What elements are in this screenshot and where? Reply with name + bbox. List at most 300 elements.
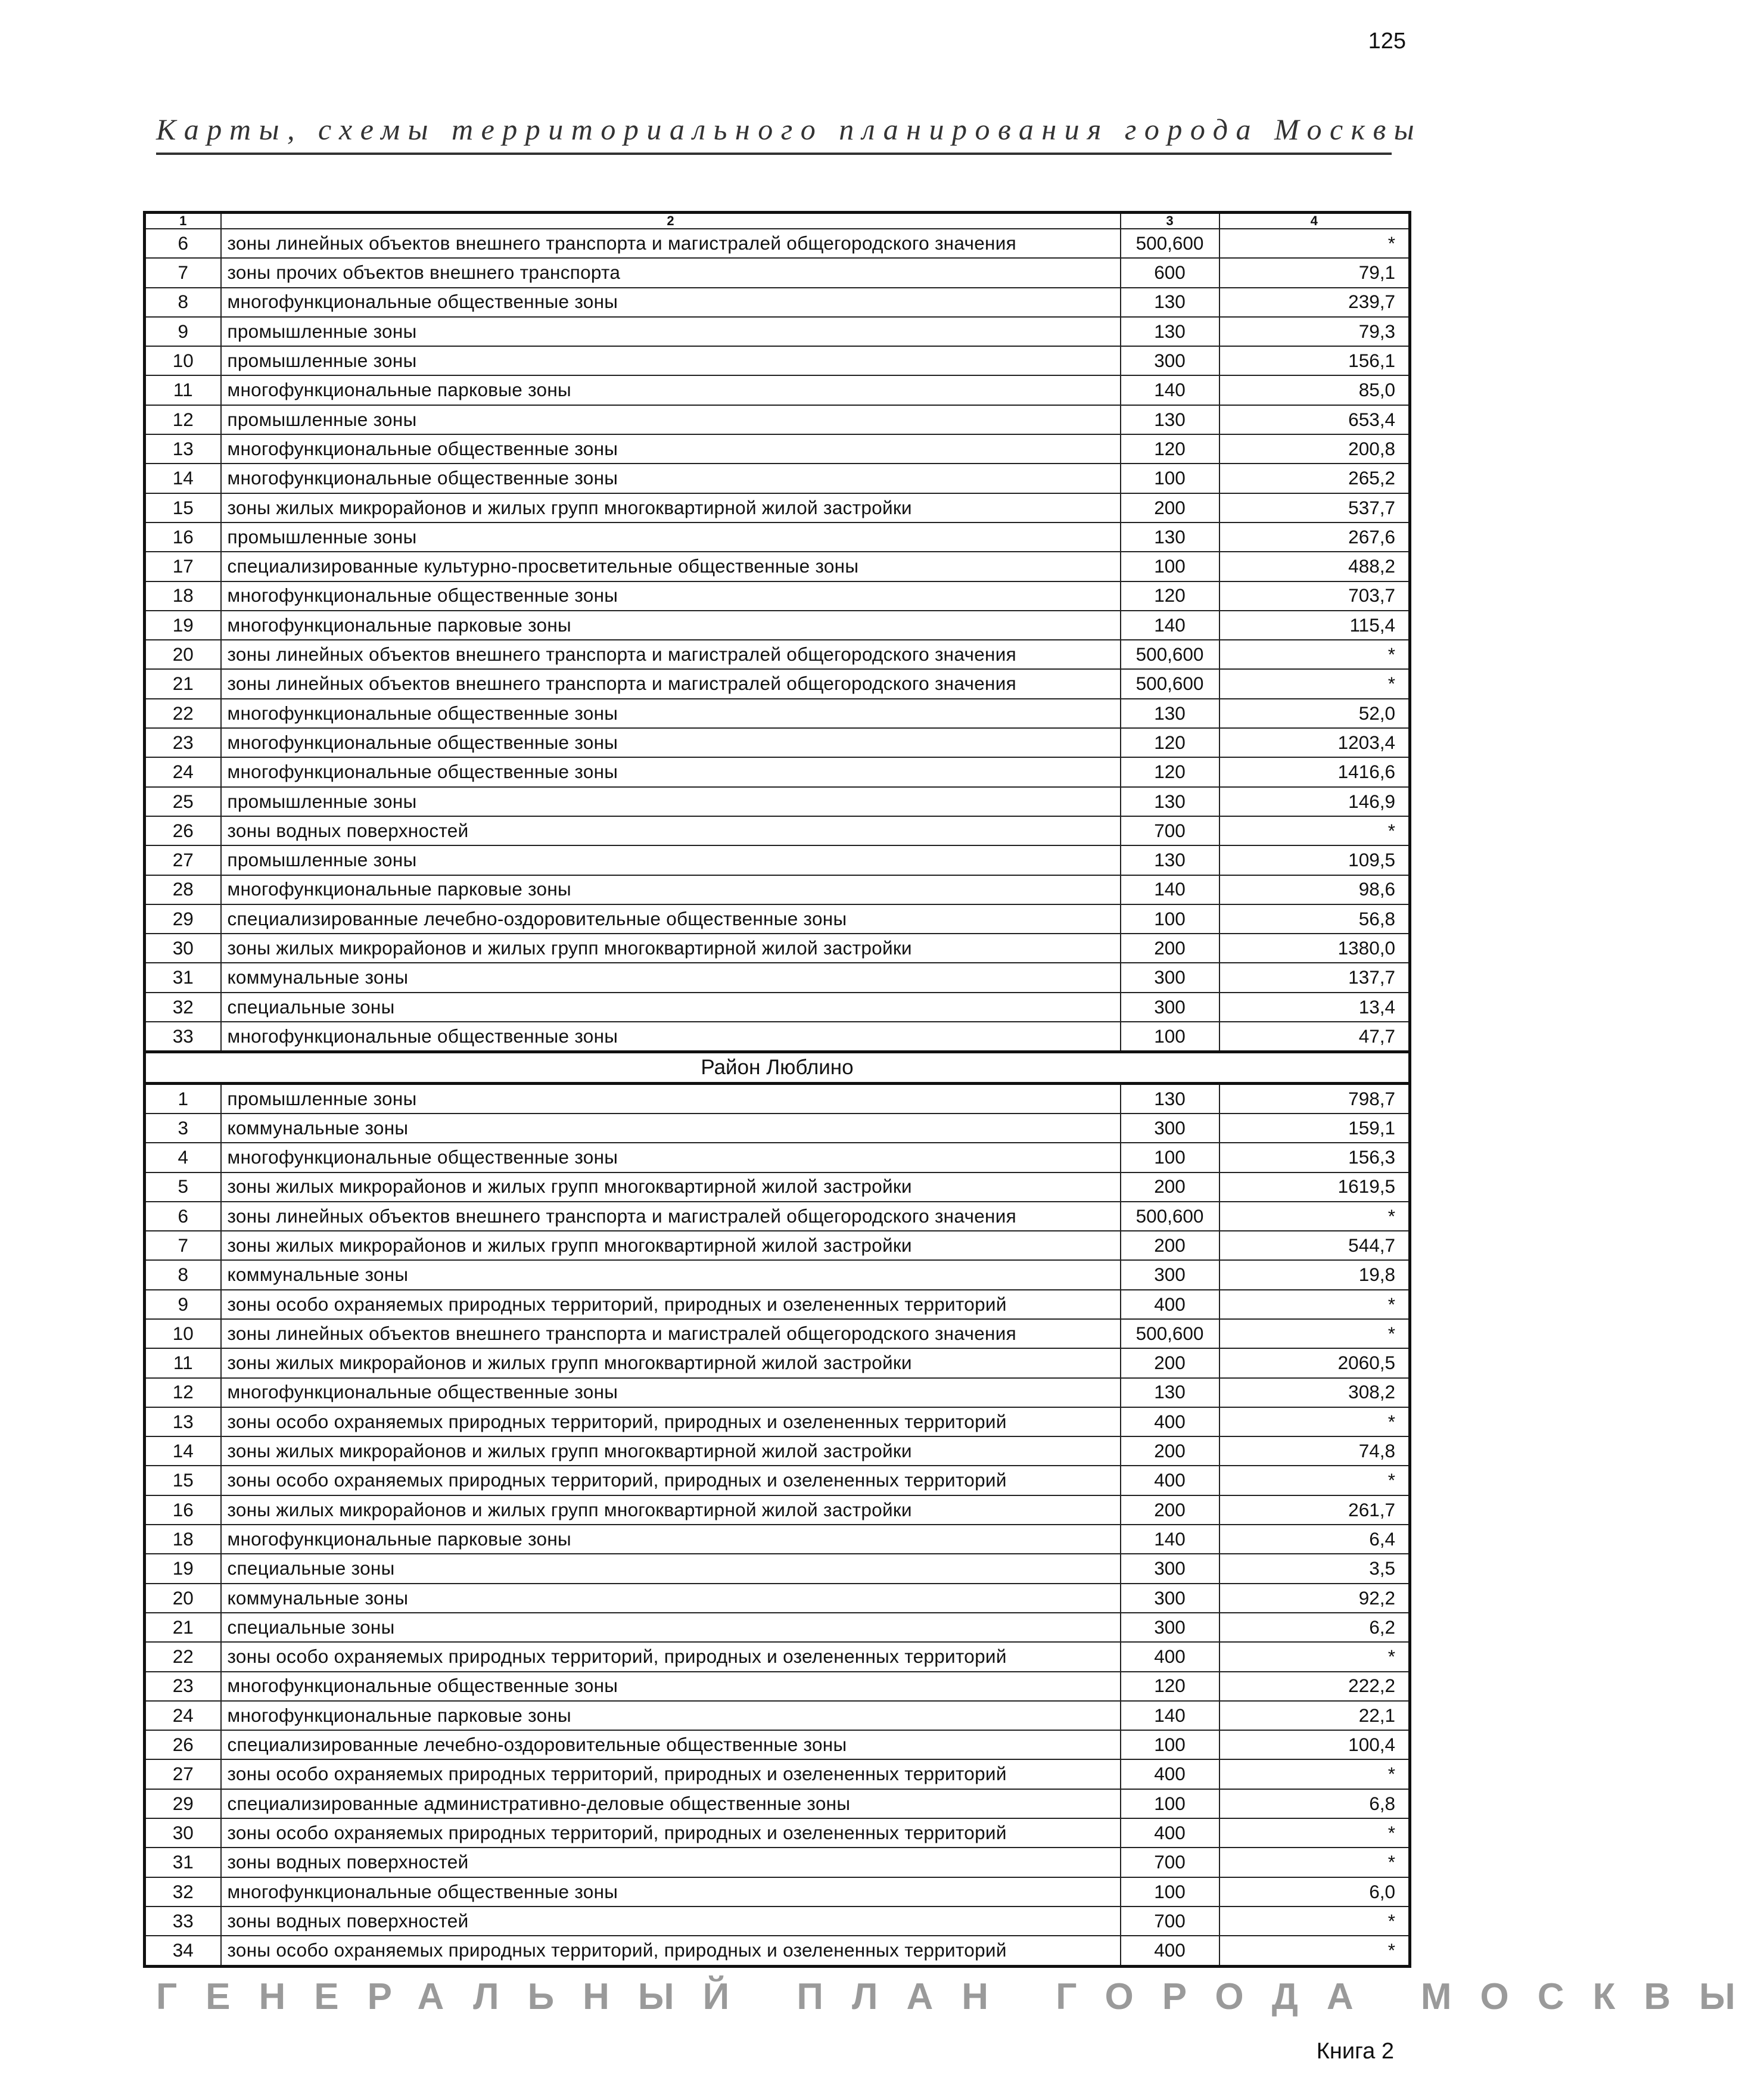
table-row [145, 1319, 1410, 1348]
zone-area-cell: * [1219, 669, 1410, 698]
table-row [145, 288, 1410, 317]
zone-code-cell: 200 [1121, 934, 1219, 963]
zone-area-cell: 703,7 [1219, 581, 1410, 611]
table-row [145, 1022, 1410, 1052]
zone-type-cell: промышленные зоны [221, 787, 1121, 816]
table-row [145, 581, 1410, 611]
zone-area-cell: 222,2 [1219, 1672, 1410, 1701]
zone-code-cell: 100 [1121, 1877, 1219, 1906]
table-row [145, 816, 1410, 845]
zone-code-cell: 140 [1121, 1701, 1219, 1730]
zone-type-cell: многофункциональные парковые зоны [221, 1525, 1121, 1554]
zone-area-cell: * [1219, 1642, 1410, 1671]
zone-area-cell: 19,8 [1219, 1260, 1410, 1289]
zone-number-cell: 19 [145, 1554, 221, 1583]
table-row [145, 1114, 1410, 1143]
zone-area-cell: 1380,0 [1219, 934, 1410, 963]
table-row [145, 787, 1410, 816]
zone-area-cell: 79,1 [1219, 258, 1410, 287]
zone-area-cell: 47,7 [1219, 1022, 1410, 1052]
zone-number-cell: 22 [145, 699, 221, 728]
zone-code-cell: 500,600 [1121, 669, 1219, 698]
zone-area-cell: 6,0 [1219, 1877, 1410, 1906]
zone-number-cell: 20 [145, 1584, 221, 1613]
zone-type-cell: многофункциональные общественные зоны [221, 434, 1121, 464]
zone-area-cell: 100,4 [1219, 1730, 1410, 1759]
zone-number-cell: 9 [145, 317, 221, 346]
table-row [145, 1730, 1410, 1759]
zone-area-cell: 1416,6 [1219, 757, 1410, 786]
zone-code-cell: 400 [1121, 1466, 1219, 1495]
zone-number-cell: 17 [145, 552, 221, 581]
zone-type-cell: многофункциональные общественные зоны [221, 1378, 1121, 1407]
zone-code-cell: 400 [1121, 1936, 1219, 1966]
zone-number-cell: 15 [145, 1466, 221, 1495]
zone-type-cell: специализированные лечебно-оздоровительные общественные зоны [221, 904, 1121, 934]
table-row [145, 640, 1410, 669]
table-row [145, 1906, 1410, 1936]
zone-code-cell: 300 [1121, 346, 1219, 375]
zone-code-cell: 300 [1121, 1260, 1219, 1289]
zone-code-cell: 500,600 [1121, 1319, 1219, 1348]
table-row [145, 757, 1410, 786]
zone-area-cell: 3,5 [1219, 1554, 1410, 1583]
table-row [145, 1143, 1410, 1172]
zone-number-cell: 26 [145, 1730, 221, 1759]
zone-number-cell: 31 [145, 963, 221, 992]
table-row [145, 1818, 1410, 1848]
zone-area-cell: * [1219, 1936, 1410, 1966]
zone-area-cell: 159,1 [1219, 1114, 1410, 1143]
zone-area-cell: * [1219, 1407, 1410, 1436]
zone-number-cell: 11 [145, 1348, 221, 1377]
table-row [145, 728, 1410, 757]
table-row [145, 993, 1410, 1022]
zone-number-cell: 9 [145, 1290, 221, 1319]
table-row [145, 904, 1410, 934]
table-row [145, 552, 1410, 581]
zone-type-cell: зоны особо охраняемых природных территорий, природных и озелененных территорий [221, 1936, 1121, 1966]
zone-code-cell: 120 [1121, 1672, 1219, 1701]
zone-number-cell: 20 [145, 640, 221, 669]
zone-type-cell: зоны водных поверхностей [221, 816, 1121, 845]
zone-number-cell: 15 [145, 493, 221, 522]
zone-type-cell: коммунальные зоны [221, 1584, 1121, 1613]
zone-area-cell: 1203,4 [1219, 728, 1410, 757]
zone-number-cell: 7 [145, 1231, 221, 1260]
zone-type-cell: зоны жилых микрорайонов и жилых групп многоквартирной жилой застройки [221, 1172, 1121, 1202]
zone-type-cell: зоны жилых микрорайонов и жилых групп многоквартирной жилой застройки [221, 1348, 1121, 1377]
book-label: Книга 2 [1316, 2039, 1394, 2064]
zone-type-cell: зоны линейных объектов внешнего транспорта и магистралей общегородского значения [221, 640, 1121, 669]
table-row [145, 1290, 1410, 1319]
zone-type-cell: многофункциональные общественные зоны [221, 1672, 1121, 1701]
zone-type-cell: специализированные административно-деловые общественные зоны [221, 1789, 1121, 1818]
zone-type-cell: зоны особо охраняемых природных территорий, природных и озелененных территорий [221, 1759, 1121, 1789]
zone-code-cell: 400 [1121, 1407, 1219, 1436]
zone-area-cell: 537,7 [1219, 493, 1410, 522]
table-row [145, 405, 1410, 434]
zone-code-cell: 300 [1121, 1584, 1219, 1613]
zone-number-cell: 14 [145, 1436, 221, 1466]
zone-code-cell: 200 [1121, 493, 1219, 522]
zone-number-cell: 26 [145, 816, 221, 845]
zone-type-cell: зоны жилых микрорайонов и жилых групп многоквартирной жилой застройки [221, 1231, 1121, 1260]
zone-area-cell: 85,0 [1219, 375, 1410, 405]
zone-number-cell: 5 [145, 1172, 221, 1202]
zone-code-cell: 140 [1121, 1525, 1219, 1554]
zones-table [143, 211, 1411, 1968]
zone-number-cell: 6 [145, 229, 221, 258]
table-row [145, 1848, 1410, 1877]
column-header: 3 [1121, 213, 1219, 229]
zone-number-cell: 13 [145, 1407, 221, 1436]
zone-area-cell: * [1219, 1202, 1410, 1231]
footer-title: ГЕНЕРАЛЬНЫЙ ПЛАН ГОРОДА МОСКВЫ [156, 1976, 1764, 2017]
zone-type-cell: многофункциональные общественные зоны [221, 1022, 1121, 1052]
zones-table-body [145, 213, 1410, 1967]
zone-area-cell: 6,2 [1219, 1613, 1410, 1642]
zone-number-cell: 8 [145, 1260, 221, 1289]
zone-code-cell: 200 [1121, 1436, 1219, 1466]
zone-number-cell: 33 [145, 1906, 221, 1936]
zone-number-cell: 4 [145, 1143, 221, 1172]
zone-number-cell: 7 [145, 258, 221, 287]
table-row [145, 258, 1410, 287]
zone-code-cell: 400 [1121, 1642, 1219, 1671]
zone-area-cell: 265,2 [1219, 464, 1410, 493]
table-row [145, 493, 1410, 522]
table-row [145, 1231, 1410, 1260]
zone-type-cell: промышленные зоны [221, 845, 1121, 875]
zone-code-cell: 140 [1121, 375, 1219, 405]
zone-number-cell: 30 [145, 934, 221, 963]
zone-type-cell: многофункциональные общественные зоны [221, 728, 1121, 757]
zone-number-cell: 14 [145, 464, 221, 493]
zone-code-cell: 140 [1121, 611, 1219, 640]
zone-area-cell: * [1219, 640, 1410, 669]
zone-code-cell: 130 [1121, 522, 1219, 552]
zone-number-cell: 22 [145, 1642, 221, 1671]
zone-number-cell: 30 [145, 1818, 221, 1848]
zone-code-cell: 130 [1121, 288, 1219, 317]
table-row [145, 1083, 1410, 1114]
zone-code-cell: 100 [1121, 1789, 1219, 1818]
zone-area-cell: 544,7 [1219, 1231, 1410, 1260]
table-row [145, 963, 1410, 992]
zone-type-cell: многофункциональные парковые зоны [221, 875, 1121, 904]
zone-area-cell: 115,4 [1219, 611, 1410, 640]
zone-type-cell: многофункциональные общественные зоны [221, 699, 1121, 728]
zone-number-cell: 32 [145, 1877, 221, 1906]
zone-area-cell: 488,2 [1219, 552, 1410, 581]
column-header: 2 [221, 213, 1121, 229]
zone-code-cell: 130 [1121, 317, 1219, 346]
zone-code-cell: 120 [1121, 434, 1219, 464]
zone-area-cell: * [1219, 1319, 1410, 1348]
zone-code-cell: 120 [1121, 728, 1219, 757]
zone-area-cell: 146,9 [1219, 787, 1410, 816]
zone-code-cell: 500,600 [1121, 1202, 1219, 1231]
zone-area-cell: 200,8 [1219, 434, 1410, 464]
zone-number-cell: 24 [145, 1701, 221, 1730]
zone-type-cell: зоны прочих объектов внешнего транспорта [221, 258, 1121, 287]
zone-number-cell: 24 [145, 757, 221, 786]
table-row [145, 1701, 1410, 1730]
zone-area-cell: * [1219, 816, 1410, 845]
table-row [145, 1378, 1410, 1407]
zone-type-cell: коммунальные зоны [221, 963, 1121, 992]
zone-code-cell: 200 [1121, 1231, 1219, 1260]
zone-number-cell: 32 [145, 993, 221, 1022]
zone-code-cell: 100 [1121, 1022, 1219, 1052]
table-row [145, 1789, 1410, 1818]
zone-type-cell: зоны водных поверхностей [221, 1848, 1121, 1877]
zone-area-cell: 98,6 [1219, 875, 1410, 904]
zone-code-cell: 130 [1121, 405, 1219, 434]
zone-type-cell: зоны жилых микрорайонов и жилых групп многоквартирной жилой застройки [221, 1495, 1121, 1525]
zone-type-cell: специализированные культурно-просветительные общественные зоны [221, 552, 1121, 581]
zone-area-cell: 92,2 [1219, 1584, 1410, 1613]
zone-number-cell: 16 [145, 1495, 221, 1525]
zone-number-cell: 16 [145, 522, 221, 552]
zone-number-cell: 33 [145, 1022, 221, 1052]
zone-area-cell: 74,8 [1219, 1436, 1410, 1466]
table-row [145, 934, 1410, 963]
table-row [145, 1466, 1410, 1495]
zone-code-cell: 700 [1121, 1906, 1219, 1936]
zone-number-cell: 12 [145, 1378, 221, 1407]
zone-type-cell: промышленные зоны [221, 522, 1121, 552]
table-row [145, 1759, 1410, 1789]
zone-area-cell: 267,6 [1219, 522, 1410, 552]
zone-number-cell: 27 [145, 1759, 221, 1789]
zone-area-cell: 308,2 [1219, 1378, 1410, 1407]
zone-code-cell: 500,600 [1121, 229, 1219, 258]
zone-area-cell: * [1219, 1848, 1410, 1877]
zone-code-cell: 700 [1121, 1848, 1219, 1877]
table-row [145, 875, 1410, 904]
zone-type-cell: промышленные зоны [221, 346, 1121, 375]
zone-area-cell: 156,1 [1219, 346, 1410, 375]
table-row [145, 434, 1410, 464]
zone-code-cell: 100 [1121, 1143, 1219, 1172]
zone-type-cell: промышленные зоны [221, 1083, 1121, 1114]
zone-area-cell: 156,3 [1219, 1143, 1410, 1172]
zone-number-cell: 29 [145, 1789, 221, 1818]
zone-type-cell: промышленные зоны [221, 405, 1121, 434]
zone-code-cell: 200 [1121, 1348, 1219, 1377]
zone-type-cell: специализированные лечебно-оздоровительные общественные зоны [221, 1730, 1121, 1759]
zone-type-cell: зоны жилых микрорайонов и жилых групп многоквартирной жилой застройки [221, 493, 1121, 522]
zone-code-cell: 700 [1121, 816, 1219, 845]
zone-number-cell: 34 [145, 1936, 221, 1966]
zone-number-cell: 31 [145, 1848, 221, 1877]
zone-code-cell: 100 [1121, 552, 1219, 581]
zone-number-cell: 1 [145, 1083, 221, 1114]
zone-area-cell: 22,1 [1219, 1701, 1410, 1730]
table-row [145, 1642, 1410, 1671]
table-row [145, 1348, 1410, 1377]
zone-code-cell: 200 [1121, 1495, 1219, 1525]
zone-area-cell: 56,8 [1219, 904, 1410, 934]
table-row [145, 1554, 1410, 1583]
table-row [145, 464, 1410, 493]
zone-area-cell: 798,7 [1219, 1083, 1410, 1114]
table-row [145, 1495, 1410, 1525]
zone-type-cell: зоны линейных объектов внешнего транспорта и магистралей общегородского значения [221, 1202, 1121, 1231]
section-title: Район Люблино [145, 1052, 1410, 1083]
table-row [145, 1613, 1410, 1642]
zone-type-cell: зоны особо охраняемых природных территорий, природных и озелененных территорий [221, 1466, 1121, 1495]
zone-number-cell: 10 [145, 346, 221, 375]
zone-code-cell: 130 [1121, 845, 1219, 875]
zone-number-cell: 23 [145, 1672, 221, 1701]
zone-number-cell: 3 [145, 1114, 221, 1143]
zone-type-cell: зоны линейных объектов внешнего транспорта и магистралей общегородского значения [221, 1319, 1121, 1348]
zone-code-cell: 130 [1121, 1083, 1219, 1114]
table-row [145, 317, 1410, 346]
zone-area-cell: * [1219, 1818, 1410, 1848]
table-row [145, 669, 1410, 698]
zone-area-cell: 137,7 [1219, 963, 1410, 992]
zone-area-cell: 239,7 [1219, 288, 1410, 317]
column-header: 4 [1219, 213, 1410, 229]
zone-type-cell: зоны линейных объектов внешнего транспорта и магистралей общегородского значения [221, 669, 1121, 698]
zone-number-cell: 6 [145, 1202, 221, 1231]
table-row [145, 1202, 1410, 1231]
zone-area-cell: * [1219, 1759, 1410, 1789]
zone-code-cell: 130 [1121, 1378, 1219, 1407]
table-row [145, 522, 1410, 552]
zone-type-cell: многофункциональные общественные зоны [221, 757, 1121, 786]
zone-area-cell: 52,0 [1219, 699, 1410, 728]
zone-number-cell: 25 [145, 787, 221, 816]
zone-area-cell: 1619,5 [1219, 1172, 1410, 1202]
zone-number-cell: 29 [145, 904, 221, 934]
zone-number-cell: 13 [145, 434, 221, 464]
table-row [145, 1525, 1410, 1554]
table-row [145, 845, 1410, 875]
zone-number-cell: 11 [145, 375, 221, 405]
zone-type-cell: коммунальные зоны [221, 1260, 1121, 1289]
zone-type-cell: многофункциональные общественные зоны [221, 581, 1121, 611]
zone-type-cell: зоны особо охраняемых природных территорий, природных и озелененных территорий [221, 1290, 1121, 1319]
zone-code-cell: 120 [1121, 581, 1219, 611]
zone-type-cell: зоны жилых микрорайонов и жилых групп многоквартирной жилой застройки [221, 934, 1121, 963]
table-row [145, 229, 1410, 258]
table-row [145, 1877, 1410, 1906]
zone-area-cell: 2060,5 [1219, 1348, 1410, 1377]
zone-number-cell: 21 [145, 1613, 221, 1642]
zone-type-cell: зоны жилых микрорайонов и жилых групп многоквартирной жилой застройки [221, 1436, 1121, 1466]
section-row [145, 1052, 1410, 1083]
zone-area-cell: 6,4 [1219, 1525, 1410, 1554]
zone-number-cell: 8 [145, 288, 221, 317]
zone-type-cell: многофункциональные парковые зоны [221, 1701, 1121, 1730]
zone-code-cell: 400 [1121, 1818, 1219, 1848]
zone-area-cell: * [1219, 1290, 1410, 1319]
table-row [145, 1436, 1410, 1466]
zone-code-cell: 400 [1121, 1290, 1219, 1319]
zone-code-cell: 130 [1121, 699, 1219, 728]
zone-code-cell: 120 [1121, 757, 1219, 786]
zone-type-cell: многофункциональные общественные зоны [221, 464, 1121, 493]
zone-code-cell: 200 [1121, 1172, 1219, 1202]
zone-area-cell: 6,8 [1219, 1789, 1410, 1818]
zone-type-cell: многофункциональные общественные зоны [221, 288, 1121, 317]
zone-type-cell: промышленные зоны [221, 317, 1121, 346]
zone-type-cell: зоны водных поверхностей [221, 1906, 1121, 1936]
zone-type-cell: специальные зоны [221, 993, 1121, 1022]
zone-type-cell: специальные зоны [221, 1554, 1121, 1583]
zone-area-cell: 109,5 [1219, 845, 1410, 875]
table-header-row [145, 213, 1410, 229]
table-row [145, 346, 1410, 375]
zone-number-cell: 28 [145, 875, 221, 904]
zone-type-cell: коммунальные зоны [221, 1114, 1121, 1143]
zone-code-cell: 300 [1121, 1114, 1219, 1143]
zone-number-cell: 21 [145, 669, 221, 698]
table-row [145, 1672, 1410, 1701]
zone-number-cell: 19 [145, 611, 221, 640]
table-row [145, 1172, 1410, 1202]
zone-type-cell: многофункциональные парковые зоны [221, 611, 1121, 640]
zone-number-cell: 12 [145, 405, 221, 434]
running-title: Карты, схемы территориального планирования города Москвы [156, 113, 1423, 146]
zone-area-cell: * [1219, 1466, 1410, 1495]
zone-code-cell: 600 [1121, 258, 1219, 287]
column-header: 1 [145, 213, 221, 229]
zone-area-cell: 261,7 [1219, 1495, 1410, 1525]
zone-code-cell: 100 [1121, 464, 1219, 493]
zone-area-cell: 13,4 [1219, 993, 1410, 1022]
zone-code-cell: 500,600 [1121, 640, 1219, 669]
zone-type-cell: специальные зоны [221, 1613, 1121, 1642]
zone-number-cell: 27 [145, 845, 221, 875]
table-row [145, 699, 1410, 728]
zone-area-cell: 653,4 [1219, 405, 1410, 434]
zone-area-cell: * [1219, 1906, 1410, 1936]
zone-type-cell: зоны особо охраняемых природных территорий, природных и озелененных территорий [221, 1407, 1121, 1436]
table-row [145, 1260, 1410, 1289]
zone-code-cell: 400 [1121, 1759, 1219, 1789]
table-row [145, 1407, 1410, 1436]
zone-area-cell: 79,3 [1219, 317, 1410, 346]
zone-code-cell: 300 [1121, 1554, 1219, 1583]
zone-code-cell: 100 [1121, 904, 1219, 934]
zone-type-cell: зоны особо охраняемых природных территорий, природных и озелененных территорий [221, 1642, 1121, 1671]
zone-code-cell: 100 [1121, 1730, 1219, 1759]
zone-type-cell: зоны особо охраняемых природных территорий, природных и озелененных территорий [221, 1818, 1121, 1848]
zone-number-cell: 18 [145, 581, 221, 611]
zone-number-cell: 23 [145, 728, 221, 757]
zone-number-cell: 10 [145, 1319, 221, 1348]
zone-code-cell: 300 [1121, 993, 1219, 1022]
zone-type-cell: многофункциональные парковые зоны [221, 375, 1121, 405]
zone-area-cell: * [1219, 229, 1410, 258]
zone-type-cell: зоны линейных объектов внешнего транспорта и магистралей общегородского значения [221, 229, 1121, 258]
table-row [145, 1936, 1410, 1966]
zone-type-cell: многофункциональные общественные зоны [221, 1143, 1121, 1172]
table-row [145, 611, 1410, 640]
page-number: 125 [1368, 29, 1406, 54]
title-rule [156, 153, 1392, 155]
zone-number-cell: 18 [145, 1525, 221, 1554]
zone-code-cell: 300 [1121, 963, 1219, 992]
zone-code-cell: 140 [1121, 875, 1219, 904]
zone-type-cell: многофункциональные общественные зоны [221, 1877, 1121, 1906]
